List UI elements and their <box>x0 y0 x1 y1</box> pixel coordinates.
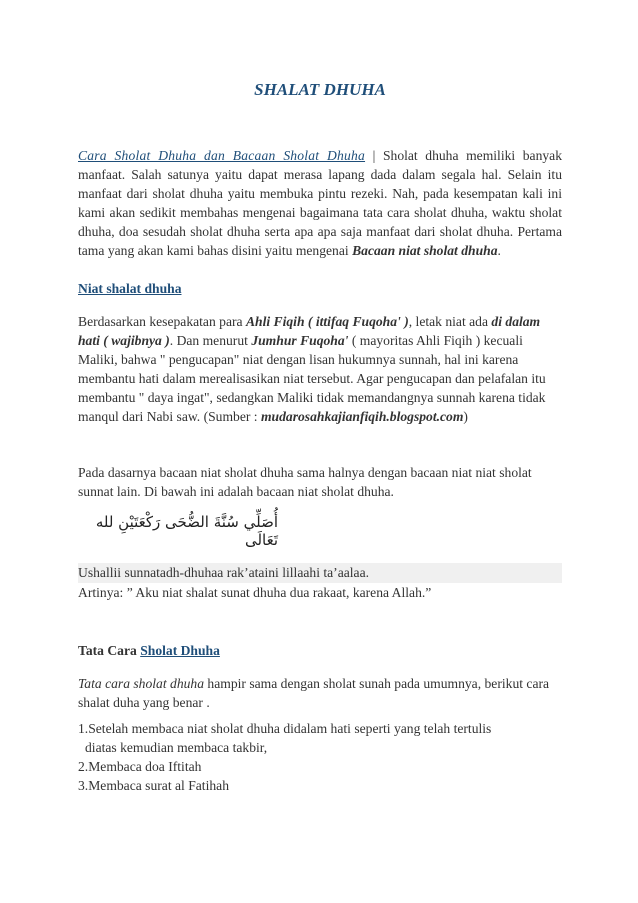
list-item: 3.Membaca surat al Fatihah <box>78 778 229 793</box>
tata-heading-plain: Tata Cara <box>78 643 137 658</box>
intro-end: . <box>497 243 501 258</box>
intro-bold-end: Bacaan niat sholat dhuha <box>352 243 498 258</box>
tata-p1-rest: hampir sama dengan sholat sunah pada umumnya, berikut cara shalat duha yang benar . <box>78 676 550 710</box>
latin-transliteration: Ushallii sunnatadh-dhuhaa rak’ataini lillaahi ta’aalaa. <box>78 563 562 583</box>
intro-link[interactable]: Cara Sholat Dhuha dan Bacaan Sholat Dhuha <box>78 148 366 163</box>
niat-p1-h: ) <box>463 409 468 424</box>
tata-paragraph <box>78 674 562 712</box>
intro-text: Sholat dhuha memiliki banyak manfaat. Salah satunya yaitu dapat merasa lapang dada dalam segala hal. Selain itu manfaat dari sholat dhuha yaitu membuka pintu rezeki. Nah, pada kesempatan kali ini kami akan sedikit membahas mengenai bagaimana tata cara sholat dhuha, waktu sholat dhuha, doa sesudah sholat dhuha serta apa apa saja manfaat dari sholat dhuha. Pertama tama yang akan kami bahas disini yaitu mengenai <box>78 148 563 258</box>
niat-p1-c: , letak niat ada <box>408 314 489 329</box>
list-item: diatas kemudian membaca takbir, <box>85 740 268 755</box>
list-item: 2.Membaca doa Iftitah <box>78 759 202 774</box>
tata-steps-list <box>78 719 562 795</box>
section-tata-heading <box>78 641 562 660</box>
arabic-niat-text: أُصَلِّي سُنَّةَ الضُّحَى رَكْعَتَيْنِ لله تَعَالَى <box>95 513 278 549</box>
artinya-translation: Artinya: ” Aku niat shalat sunat dhuha dua rakaat, karena Allah.” <box>78 585 432 600</box>
niat-p1-g: ( mayoritas Ahli Fiqih ) kecuali Maliki, bahwa " pengucapan" niat dengan lisan hukumnya sunnah, hal ini karena membantu hati dalam merealisasikan niat tersebut. Agar pengucapan dan pelafalan itu membantu " daya ingat", sedangkan Maliki tidak memandangnya sunnah karena tidak manqul dari Nabi saw. (Sumber : <box>78 333 546 424</box>
list-item: 1.Setelah membaca niat sholat dhuha didalam hati seperti yang telah tertulis <box>78 721 492 736</box>
niat-p1-dalam-hati: di dalam hati ( wajibnya ) <box>78 314 541 348</box>
page-title: SHALAT DHUHA <box>254 80 386 99</box>
section-niat-heading <box>78 279 562 298</box>
intro-separator: | <box>372 148 376 163</box>
intro-paragraph <box>78 146 562 260</box>
niat-paragraph-1 <box>78 312 562 426</box>
niat-p1-jumhur: Jumhur Fuqoha' <box>251 333 349 348</box>
tata-heading-link[interactable]: Sholat Dhuha <box>140 643 220 658</box>
niat-paragraph-2: Pada dasarnya bacaan niat sholat dhuha sama halnya dengan bacaan niat niat sholat sunnat lain. Di bawah ini adalah bacaan niat sholat dhuha. <box>78 465 532 499</box>
tata-p1-italic: Tata cara sholat dhuha <box>78 676 205 691</box>
niat-p1-source: mudarosahkajianfiqih.blogspot.com <box>260 409 464 424</box>
niat-p1-ahli-fiqih: Ahli Fiqih ( ittifaq Fuqoha' ) <box>245 314 409 329</box>
niat-heading-link[interactable]: Niat shalat dhuha <box>78 281 182 296</box>
niat-p1-e: . Dan menurut <box>169 333 248 348</box>
niat-p1-a: Berdasarkan kesepakatan para <box>78 314 243 329</box>
